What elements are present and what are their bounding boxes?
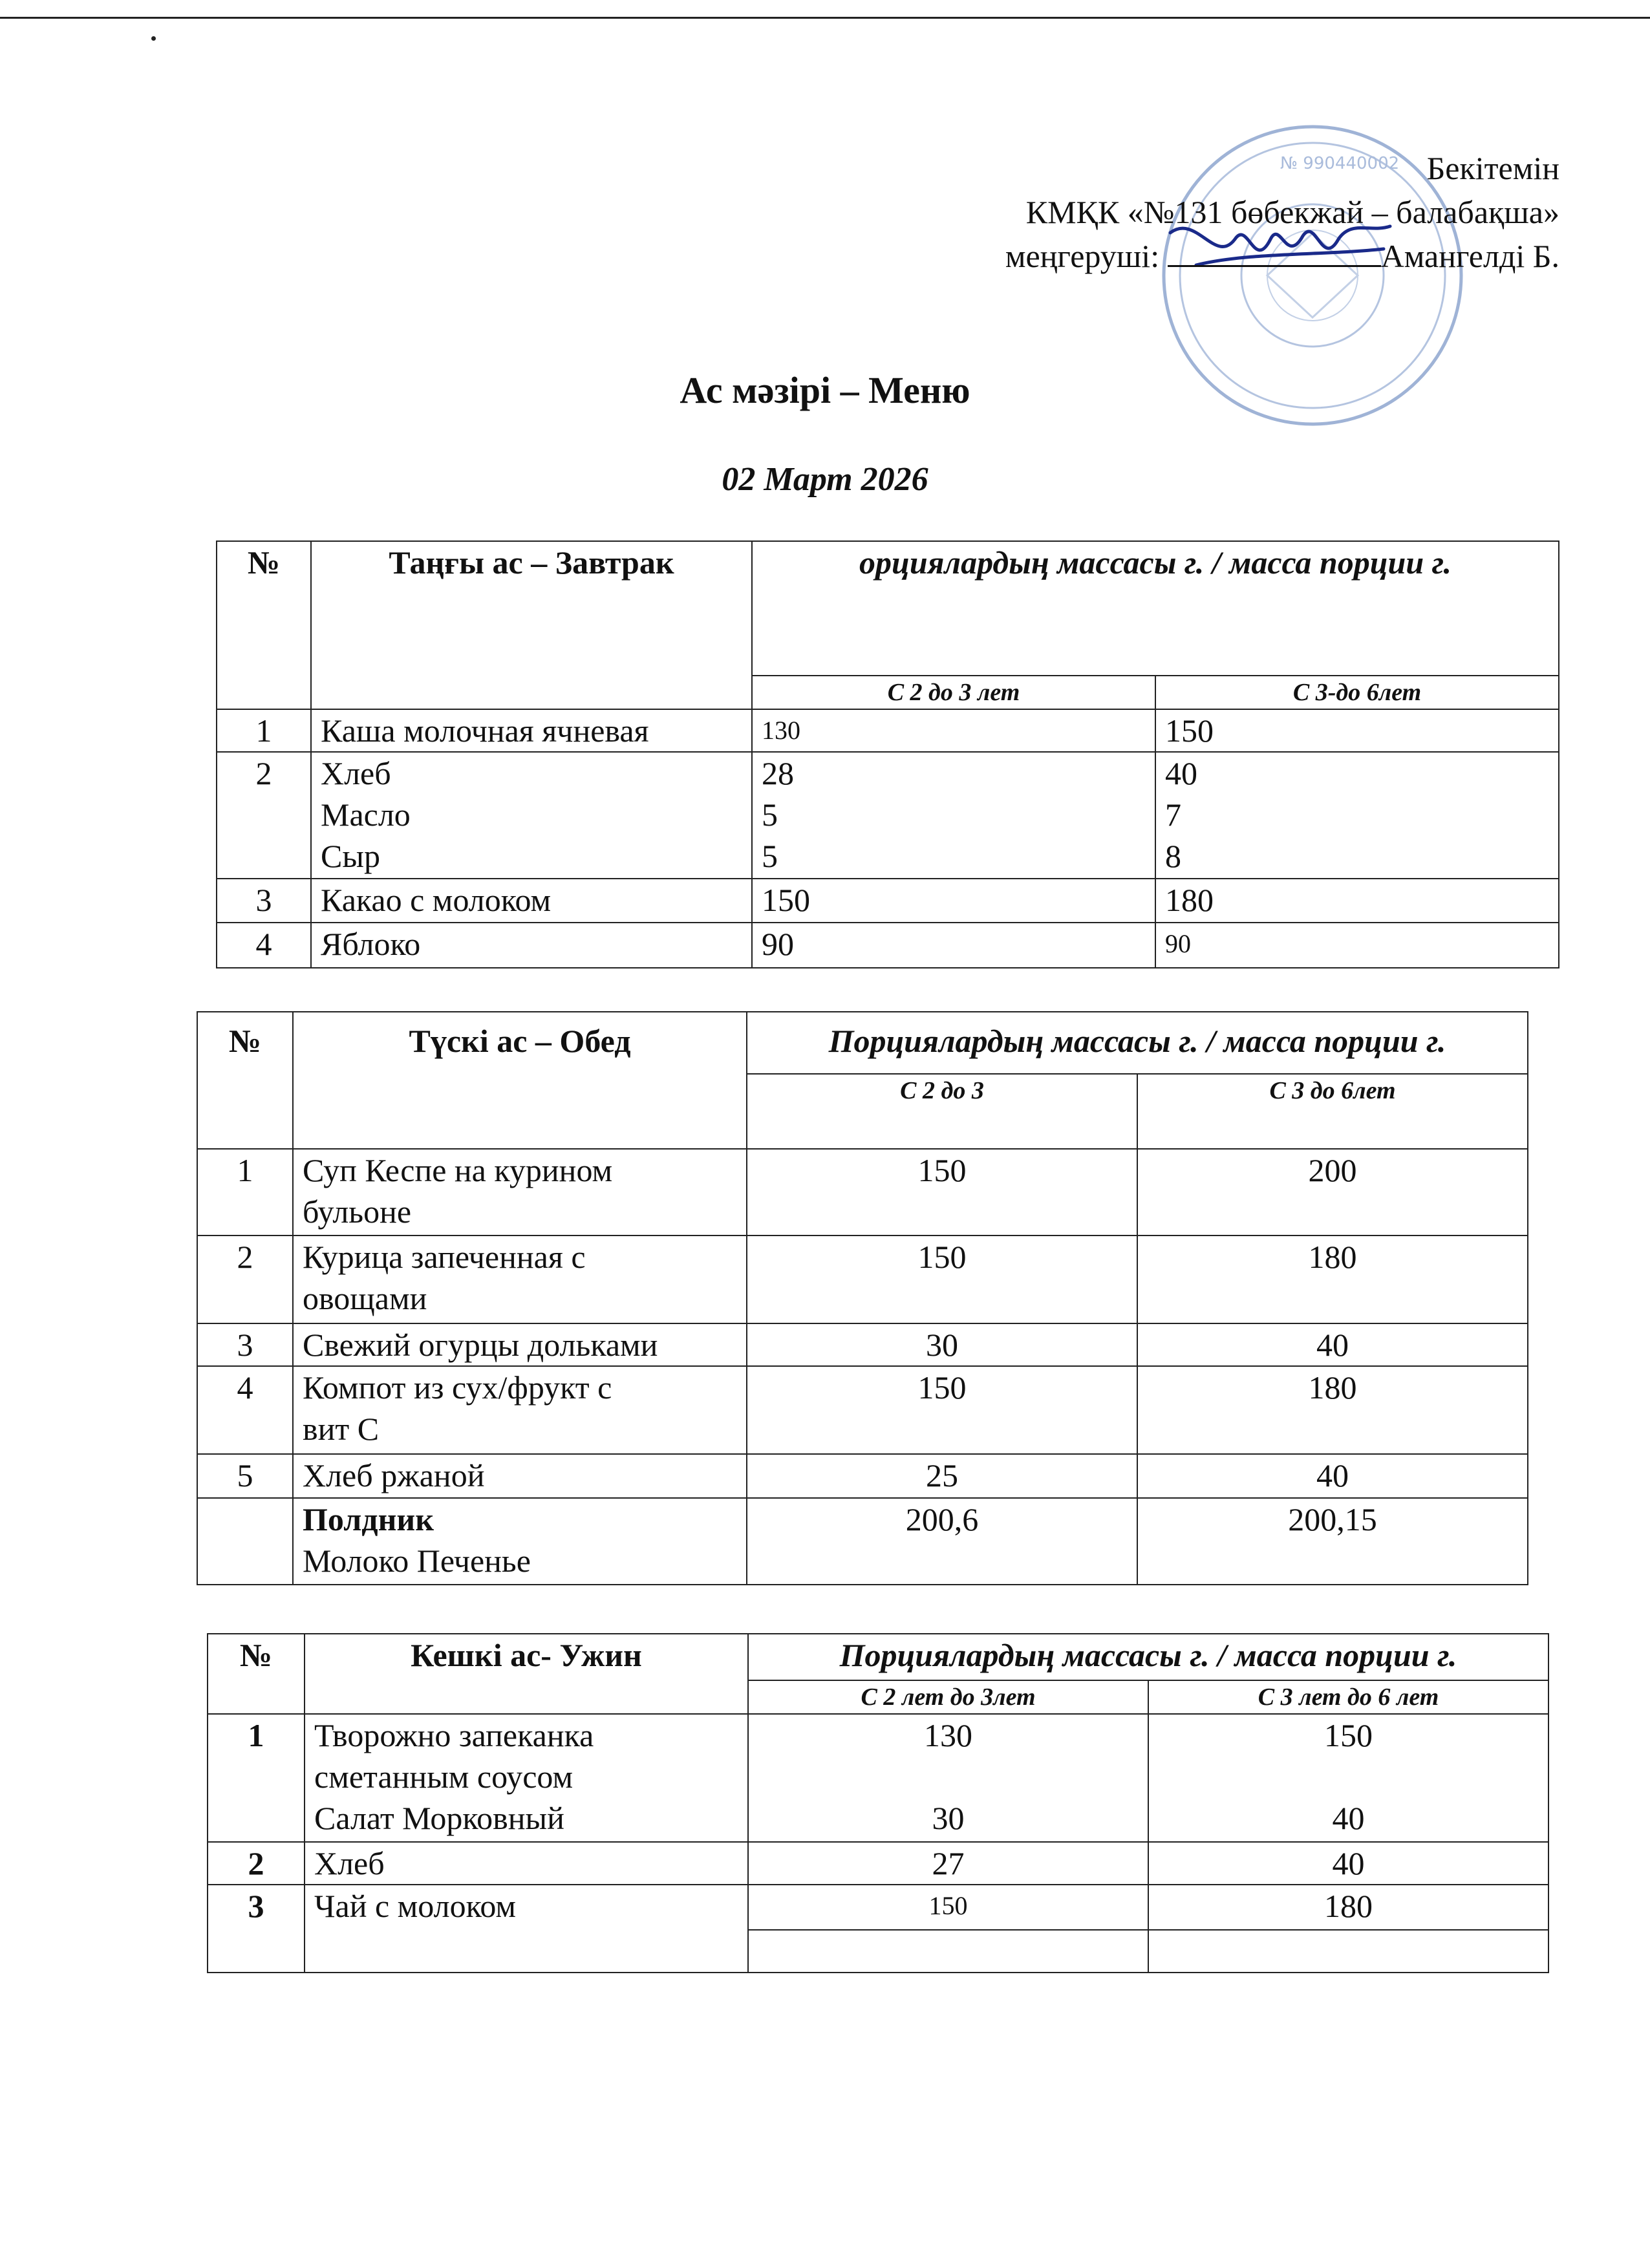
- dinner-item-group: [305, 1714, 748, 1842]
- breakfast-header-age2: С 3-до 6лет: [1155, 676, 1559, 709]
- lunch-mass-age2: 180: [1137, 1236, 1528, 1323]
- dinner-mass-age1: 150: [748, 1885, 1148, 1930]
- lunch-item-group: [293, 1236, 747, 1323]
- menu-date: 02 Март 2026: [722, 461, 928, 498]
- dinner-item: Хлеб: [305, 1842, 748, 1885]
- breakfast-table: [216, 540, 1559, 968]
- dinner-item: сметанным соусом: [314, 1759, 573, 1795]
- lunch-mass-age1: 150: [747, 1366, 1137, 1454]
- dinner-mass-age2: 40: [1332, 1800, 1365, 1836]
- page-title: Ас мәзірі – Меню: [680, 369, 970, 411]
- dinner-empty-cell: [1148, 1930, 1548, 1973]
- lunch-snack-group: [293, 1498, 747, 1585]
- breakfast-item: Хлеб: [321, 755, 391, 791]
- lunch-item: Суп Кеспе на курином: [303, 1152, 613, 1188]
- approval-line1: Бекітемін: [1426, 150, 1559, 186]
- lunch-item-group: [293, 1366, 747, 1454]
- dinner-mass-age1: [758, 1756, 1139, 1797]
- lunch-header-age2: С 3 до 6лет: [1137, 1074, 1528, 1149]
- dinner-row-num: 1: [208, 1714, 305, 1842]
- lunch-header-age1: С 2 до 3: [747, 1074, 1137, 1149]
- breakfast-mass-age2: 150: [1155, 709, 1559, 752]
- breakfast-row-num: 4: [217, 923, 311, 968]
- dinner-item: Чай с молоком: [305, 1885, 748, 1973]
- lunch-item: бульоне: [303, 1193, 412, 1230]
- lunch-row-num: 1: [197, 1149, 293, 1236]
- approval-line2: КМҚК «№131 бөбекжай – балабақша»: [1025, 194, 1559, 230]
- lunch-item: Хлеб ржаной: [293, 1454, 747, 1498]
- snack-items: Молоко Печенье: [303, 1543, 531, 1579]
- breakfast-mass-age1: 5: [762, 797, 778, 833]
- lunch-snack-num: [197, 1498, 293, 1585]
- breakfast-mass-age1: 28: [762, 755, 794, 791]
- lunch-mass-age1: 30: [747, 1323, 1137, 1366]
- dinner-mass-age2-group: [1148, 1714, 1548, 1842]
- breakfast-mass-age2: 90: [1155, 923, 1559, 968]
- dinner-header-num: №: [208, 1634, 305, 1714]
- breakfast-item: Каша молочная ячневая: [311, 709, 752, 752]
- breakfast-item-group: [311, 752, 752, 879]
- lunch-row-num: 4: [197, 1366, 293, 1454]
- dinner-mass-age2: 40: [1148, 1842, 1548, 1885]
- lunch-header-mass: Порциялардың массасы г. / масса порции г.: [747, 1012, 1528, 1074]
- dinner-mass-age2: [1158, 1756, 1539, 1797]
- lunch-mass-age2: 200: [1137, 1149, 1528, 1236]
- breakfast-mass-age2: 7: [1165, 797, 1181, 833]
- lunch-mass-age2: 180: [1137, 1366, 1528, 1454]
- breakfast-mass-age1: 130: [752, 709, 1155, 752]
- lunch-item: вит С: [303, 1411, 380, 1447]
- lunch-mass-age1: 150: [747, 1236, 1137, 1323]
- dinner-header-mass: Порциялардың массасы г. / масса порции г.: [748, 1634, 1548, 1680]
- lunch-item: овощами: [303, 1280, 427, 1316]
- lunch-mass-age1: 25: [747, 1454, 1137, 1498]
- lunch-header-name: Түскі ас – Обед: [293, 1012, 747, 1149]
- dinner-item: Салат Морковный: [314, 1800, 564, 1836]
- breakfast-mass-age1: 90: [752, 923, 1155, 968]
- breakfast-row-num: 3: [217, 879, 311, 923]
- breakfast-row-num: 2: [217, 752, 311, 879]
- breakfast-mass-age2-group: [1155, 752, 1559, 879]
- breakfast-header-num: №: [217, 541, 311, 709]
- snack-mass-age1: 200,6: [747, 1498, 1137, 1585]
- approval-role: меңгеруші:: [1005, 238, 1160, 274]
- lunch-row-num: 5: [197, 1454, 293, 1498]
- scan-speck: [151, 36, 156, 41]
- dinner-header-age1: С 2 лет до 3лет: [748, 1680, 1148, 1714]
- dinner-header-age2: С 3 лет до 6 лет: [1148, 1680, 1548, 1714]
- lunch-header-num: №: [197, 1012, 293, 1149]
- dinner-header-name: Кешкі ас- Ужин: [305, 1634, 748, 1714]
- dinner-row-num: 2: [208, 1842, 305, 1885]
- lunch-table: [197, 1011, 1528, 1585]
- lunch-item: Курица запеченная с: [303, 1239, 586, 1275]
- breakfast-row-num: 1: [217, 709, 311, 752]
- breakfast-item: Сыр: [321, 838, 380, 874]
- breakfast-header-name: Таңғы ас – Завтрак: [311, 541, 752, 709]
- snack-mass-age2: 200,15: [1137, 1498, 1528, 1585]
- snack-title: Полдник: [303, 1501, 434, 1537]
- dinner-table: [207, 1633, 1549, 1973]
- dinner-mass-age1-group: [748, 1714, 1148, 1842]
- dinner-mass-age1: 27: [748, 1842, 1148, 1885]
- lunch-item-group: [293, 1149, 747, 1236]
- lunch-item: Компот из сух/фрукт с: [303, 1369, 612, 1406]
- approval-block: [1005, 146, 1559, 278]
- lunch-row-num: 3: [197, 1323, 293, 1366]
- dinner-mass-age1: 130: [924, 1717, 972, 1753]
- page-top-rule: [0, 17, 1650, 19]
- lunch-mass-age2: 40: [1137, 1454, 1528, 1498]
- signature-line: [1168, 235, 1381, 267]
- approval-signoff: [1005, 234, 1559, 278]
- lunch-mass-age2: 40: [1137, 1323, 1528, 1366]
- dinner-empty-cell: [748, 1930, 1148, 1973]
- dinner-mass-age2: 150: [1324, 1717, 1373, 1753]
- breakfast-mass-age1: 5: [762, 838, 778, 874]
- lunch-mass-age1: 150: [747, 1149, 1137, 1236]
- lunch-row-num: 2: [197, 1236, 293, 1323]
- dinner-row-num: 3: [208, 1885, 305, 1973]
- breakfast-item: Масло: [321, 797, 411, 833]
- lunch-item: Свежий огурцы дольками: [293, 1323, 747, 1366]
- dinner-mass-age2: 180: [1148, 1885, 1548, 1930]
- breakfast-header-mass: орциялардың массасы г. / масса порции г.: [752, 541, 1559, 676]
- breakfast-item: Какао с молоком: [311, 879, 752, 923]
- breakfast-mass-age1: 150: [752, 879, 1155, 923]
- breakfast-mass-age2: 180: [1155, 879, 1559, 923]
- breakfast-header-age1: С 2 до 3 лет: [752, 676, 1155, 709]
- svg-text:№ 990440002: № 990440002: [1280, 154, 1400, 173]
- breakfast-mass-age2: 8: [1165, 838, 1181, 874]
- breakfast-mass-age2: 40: [1165, 755, 1197, 791]
- breakfast-item: Яблоко: [311, 923, 752, 968]
- breakfast-mass-age1-group: [752, 752, 1155, 879]
- dinner-item: Творожно запеканка: [314, 1717, 594, 1753]
- dinner-mass-age1: 30: [932, 1800, 965, 1836]
- approval-name: Амангелді Б.: [1380, 238, 1559, 274]
